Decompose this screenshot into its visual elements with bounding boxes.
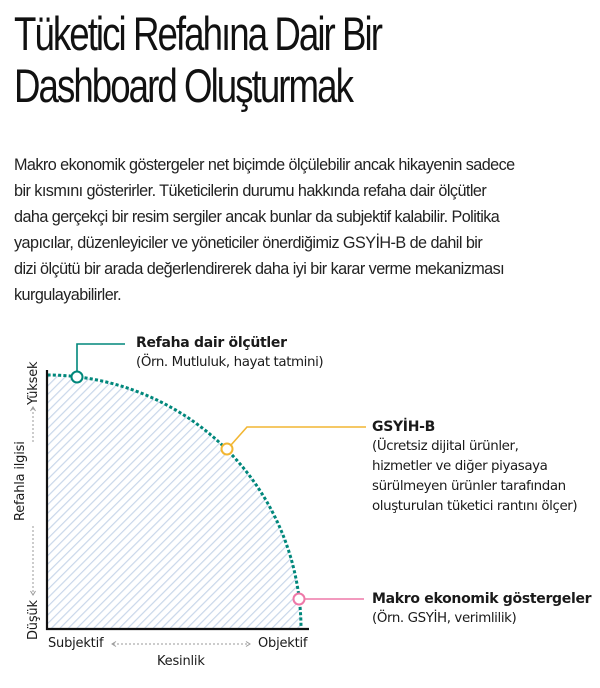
gdpb-annotation (372, 417, 577, 517)
macro-annotation-desc: (Örn. GSYİH, verimlilik) (372, 611, 517, 626)
x-axis-left-label: Subjektif (48, 636, 104, 651)
macro-annotation (372, 589, 591, 629)
x-axis-title: Kesinlik (157, 654, 205, 669)
y-axis-title: Refahla ilgisi (13, 441, 28, 521)
gdpb-annotation-desc: oluşturulan tüketici rantını ölçer) (372, 499, 578, 514)
macro-marker[interactable] (294, 594, 305, 605)
frontier-area (47, 375, 301, 629)
welfare-annotation-title: Refaha dair ölçütler (136, 335, 287, 351)
title-line-1: Tüketici Refahına Dair Bir (14, 7, 381, 60)
y-axis-low-label: Düşük (26, 600, 41, 640)
intro-line: yapıcılar, düzenleyiciler ve yöneticiler önerdiğimiz GSYİH-B de dahil bir (14, 234, 483, 252)
y-axis-high-label: Yüksek (26, 361, 41, 405)
welfare-annotation (136, 333, 323, 373)
x-axis-right-label: Objektif (258, 636, 308, 651)
intro-line: daha gerçekçi bir resim sergiler ancak bunlar da subjektif kalabilir. Politika (14, 208, 500, 226)
intro-line: dizi ölçütü bir arada değerlendirerek daha iyi bir karar verme mekanizması (14, 260, 505, 278)
welfare-annotation-desc: (Örn. Mutluluk, hayat tatmini) (136, 355, 324, 370)
gdpb-annotation-desc: sürülmeyen ürünler tarafından (372, 479, 566, 494)
gdpb-leader-line (231, 427, 366, 445)
intro-line: bir kısmını gösterirler. Tüketicilerin durumu hakkında refaha dair ölçütler (14, 182, 487, 200)
intro-line: kurgulayabilirler. (14, 286, 122, 304)
y-axis-arrow (31, 407, 36, 595)
welfare-marker[interactable] (72, 372, 83, 383)
x-axis-arrow (112, 642, 250, 647)
gdpb-annotation-desc: (Ücretsiz dijital ürünler, (372, 439, 519, 454)
gdpb-annotation-desc: hizmetler ve diğer piyasaya (372, 459, 548, 474)
gdpb-marker[interactable] (222, 444, 233, 455)
welfare-leader-line (77, 344, 125, 371)
gdpb-annotation-title: GSYİH-B (372, 419, 436, 435)
title-line-2: Dashboard Oluşturmak (14, 59, 352, 112)
intro-line: Makro ekonomik göstergeler net biçimde ölçülebilir ancak hikayenin sadece (14, 156, 515, 174)
macro-annotation-title: Makro ekonomik göstergeler (372, 591, 592, 607)
